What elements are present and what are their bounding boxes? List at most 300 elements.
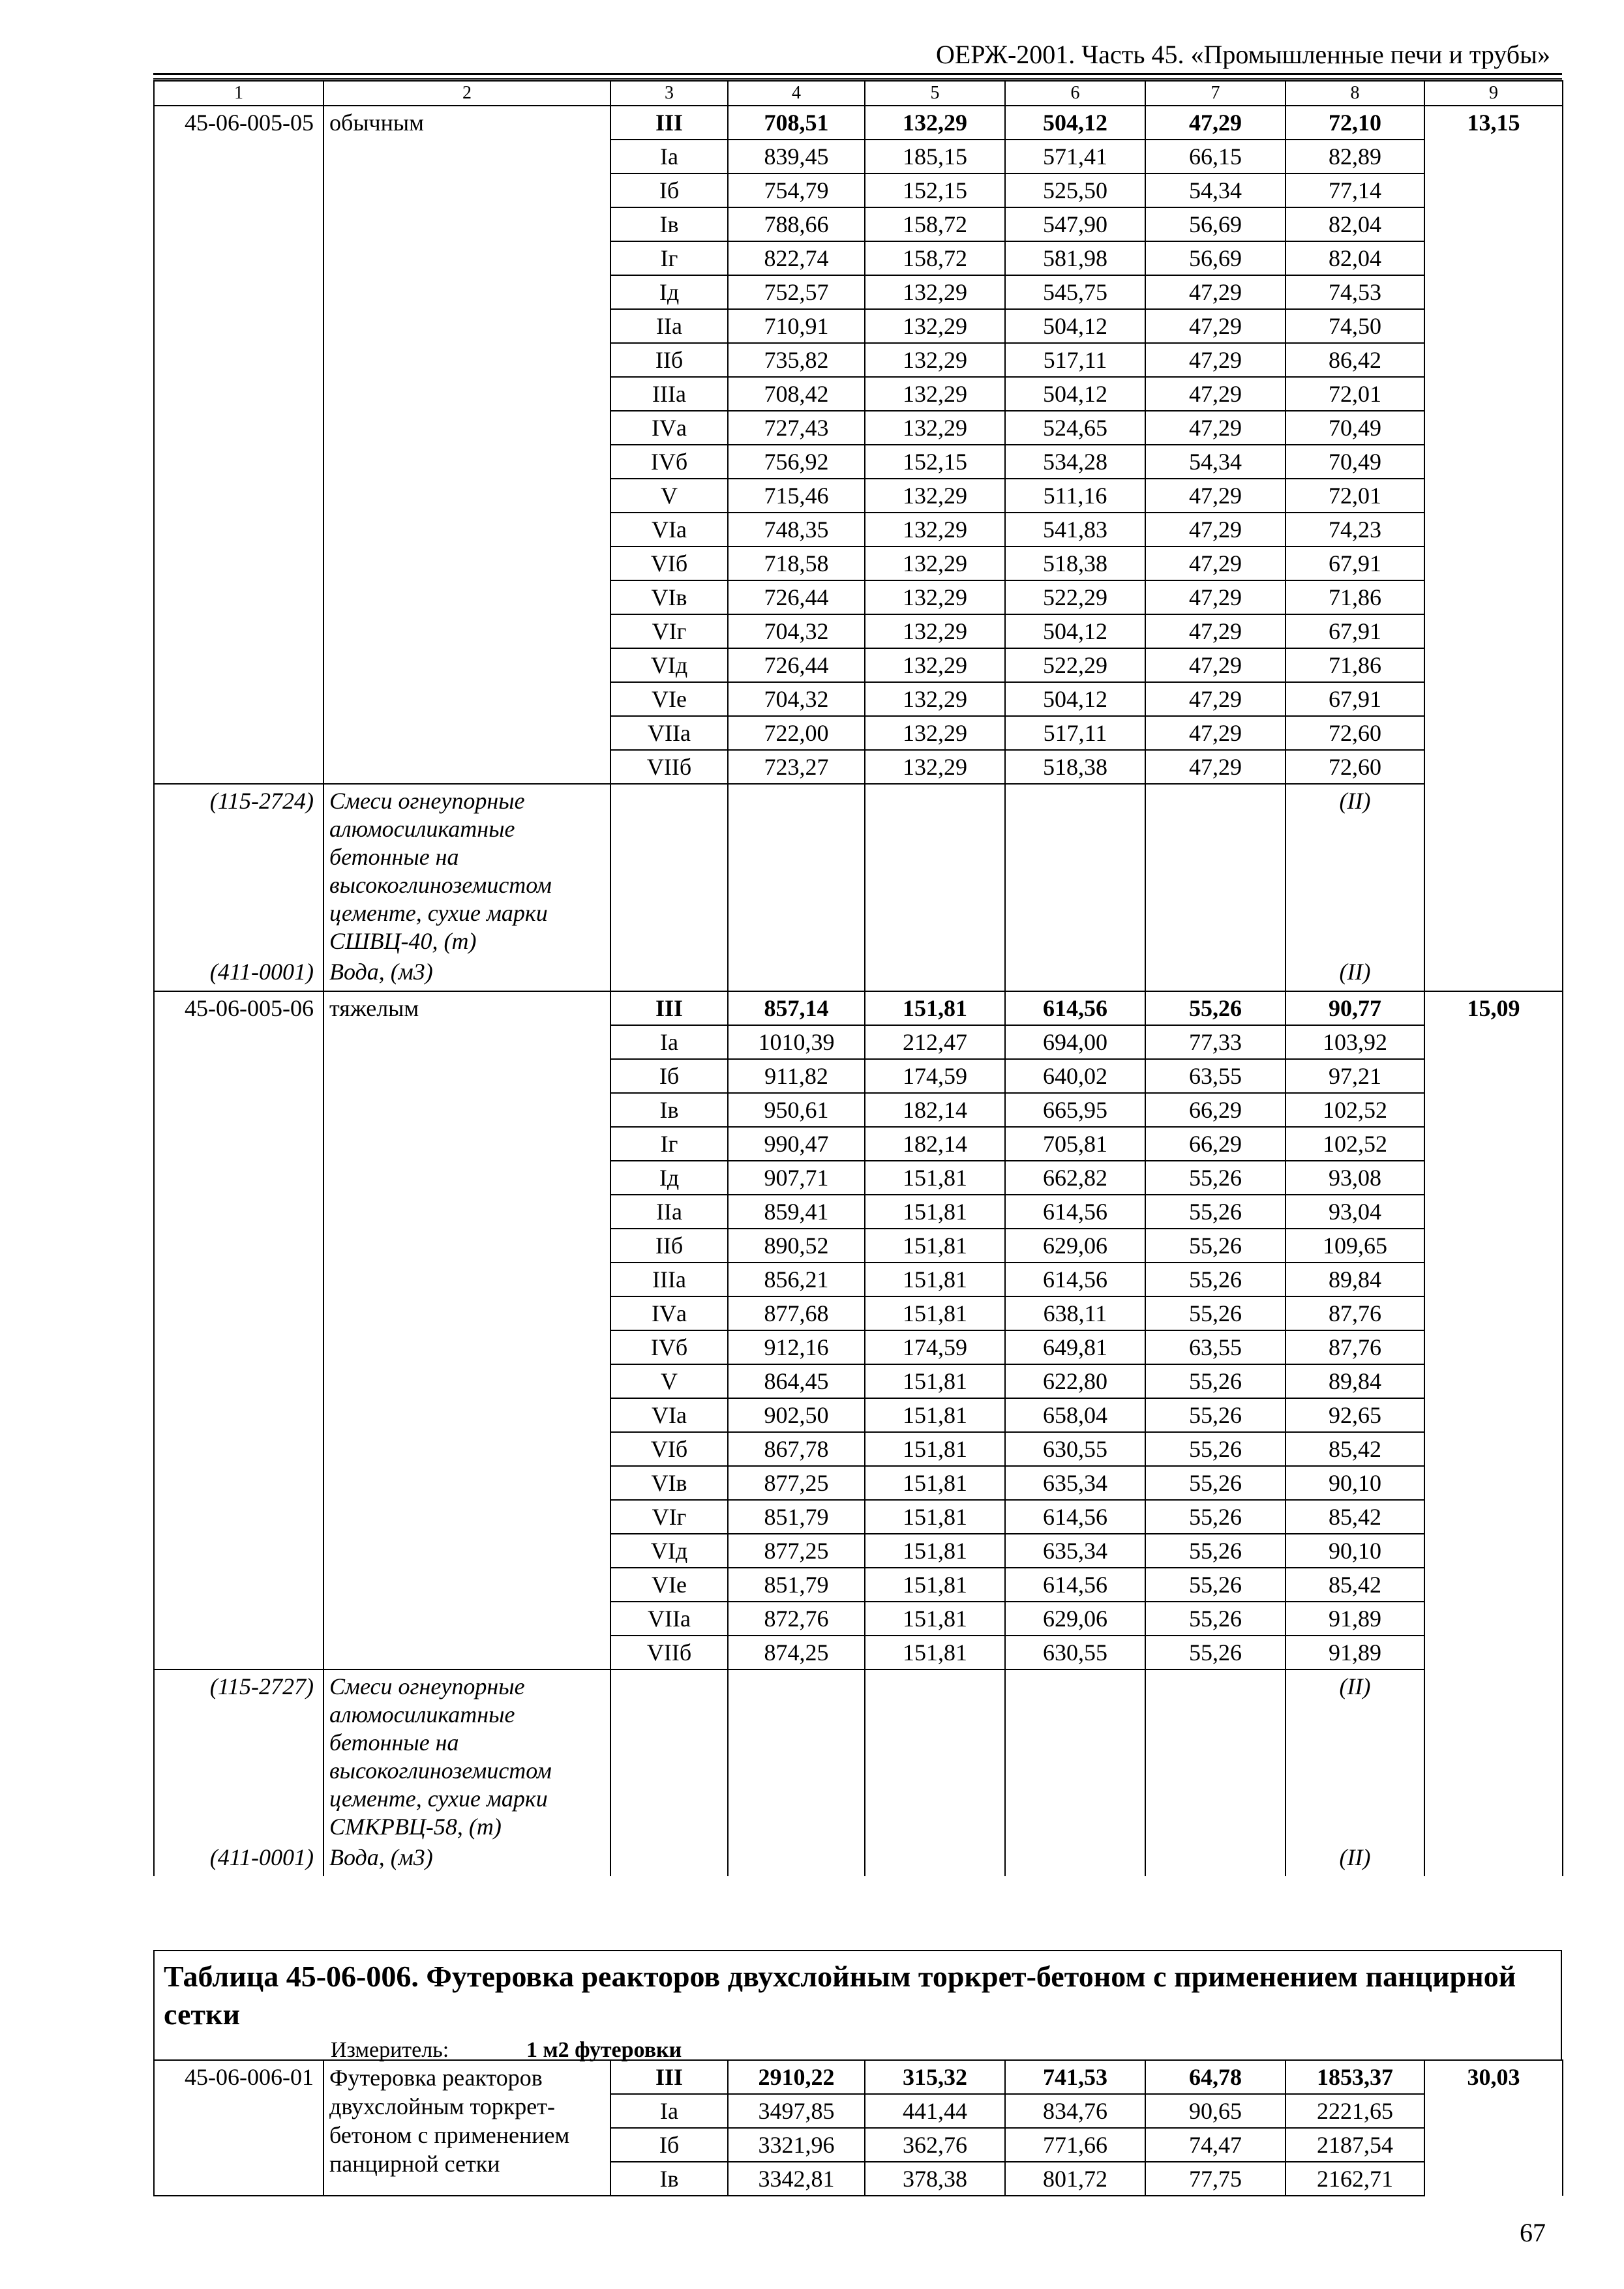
- value-cell: 74,50: [1286, 309, 1424, 343]
- value-cell: 151,81: [865, 1364, 1005, 1398]
- value-cell: 504,12: [1005, 377, 1145, 411]
- table-row: [154, 2060, 1563, 2094]
- value-cell: 722,00: [728, 716, 865, 750]
- value-cell: 174,59: [865, 1059, 1005, 1093]
- value-cell: 71,86: [1286, 648, 1424, 682]
- rate-code: 45-06-005-06: [154, 991, 323, 1669]
- value-cell: 726,44: [728, 648, 865, 682]
- column-number: 5: [865, 81, 1005, 106]
- empty-cell: [610, 784, 728, 955]
- value-cell: 151,81: [865, 1432, 1005, 1466]
- material-row: [154, 955, 1563, 991]
- value-cell: 74,47: [1145, 2128, 1286, 2162]
- value-cell: 877,25: [728, 1466, 865, 1500]
- value-cell: 614,56: [1005, 1568, 1145, 1602]
- zone-cell: Iв: [610, 2162, 728, 2196]
- value-cell: 614,56: [1005, 1263, 1145, 1296]
- value-cell: 55,26: [1145, 1296, 1286, 1330]
- material-row: [154, 1841, 1563, 1876]
- total-value: 13,15: [1424, 106, 1563, 991]
- value-cell: 54,34: [1145, 173, 1286, 207]
- value-cell: 132,29: [865, 275, 1005, 309]
- value-cell: 630,55: [1005, 1432, 1145, 1466]
- empty-cell: [1145, 784, 1286, 955]
- value-cell: 67,91: [1286, 614, 1424, 648]
- value-cell: 77,14: [1286, 173, 1424, 207]
- value-cell: 614,56: [1005, 991, 1145, 1025]
- column-number: 7: [1145, 81, 1286, 106]
- value-cell: 534,28: [1005, 445, 1145, 479]
- value-cell: 771,66: [1005, 2128, 1145, 2162]
- value-cell: 441,44: [865, 2094, 1005, 2128]
- value-cell: 47,29: [1145, 377, 1286, 411]
- value-cell: 547,90: [1005, 207, 1145, 241]
- value-cell: 867,78: [728, 1432, 865, 1466]
- value-cell: 518,38: [1005, 750, 1145, 784]
- material-name: Смеси огнеупорные алюмосиликатные бетонные на высокоглиноземистом цементе, сухие марки СМКРВЦ-58, (т): [323, 1669, 610, 1841]
- value-cell: 72,01: [1286, 377, 1424, 411]
- zone-cell: III: [610, 106, 728, 140]
- value-cell: 132,29: [865, 343, 1005, 377]
- value-cell: 47,29: [1145, 682, 1286, 716]
- value-cell: 55,26: [1145, 1466, 1286, 1500]
- value-cell: 102,52: [1286, 1127, 1424, 1161]
- value-cell: 67,91: [1286, 546, 1424, 580]
- value-cell: 132,29: [865, 546, 1005, 580]
- value-cell: 55,26: [1145, 991, 1286, 1025]
- zone-cell: III: [610, 2060, 728, 2094]
- value-cell: 54,34: [1145, 445, 1286, 479]
- material-name: Вода, (м3): [323, 955, 610, 991]
- value-cell: 90,77: [1286, 991, 1424, 1025]
- empty-cell: [728, 1669, 865, 1841]
- zone-cell: Iд: [610, 275, 728, 309]
- header-rule-thin: [153, 78, 1562, 80]
- value-cell: 545,75: [1005, 275, 1145, 309]
- value-cell: 72,60: [1286, 750, 1424, 784]
- value-cell: 902,50: [728, 1398, 865, 1432]
- zone-cell: Iг: [610, 241, 728, 275]
- value-cell: 55,26: [1145, 1636, 1286, 1669]
- value-cell: 705,81: [1005, 1127, 1145, 1161]
- rates-table: [153, 80, 1563, 1876]
- material-code: (115-2727): [154, 1669, 323, 1841]
- zone-cell: Iг: [610, 1127, 728, 1161]
- value-cell: 524,65: [1005, 411, 1145, 445]
- value-cell: 85,42: [1286, 1432, 1424, 1466]
- value-cell: 362,76: [865, 2128, 1005, 2162]
- value-cell: 638,11: [1005, 1296, 1145, 1330]
- empty-cell: [1005, 955, 1145, 991]
- value-cell: 132,29: [865, 513, 1005, 546]
- value-cell: 525,50: [1005, 173, 1145, 207]
- zone-cell: IIIа: [610, 377, 728, 411]
- column-number: 3: [610, 81, 728, 106]
- running-title: ОЕРЖ-2001. Часть 45. «Промышленные печи и трубы»: [935, 40, 1550, 69]
- value-cell: 856,21: [728, 1263, 865, 1296]
- empty-cell: [610, 955, 728, 991]
- value-cell: 504,12: [1005, 106, 1145, 140]
- value-cell: 182,14: [865, 1093, 1005, 1127]
- value-cell: 47,29: [1145, 716, 1286, 750]
- rate-name: Футеровка реакторов двухслойным торкрет-бетоном с применением панцирной сетки: [323, 2060, 610, 2196]
- value-cell: 665,95: [1005, 1093, 1145, 1127]
- zone-cell: VIд: [610, 1534, 728, 1568]
- value-cell: 522,29: [1005, 580, 1145, 614]
- value-cell: 47,29: [1145, 750, 1286, 784]
- value-cell: 55,26: [1145, 1398, 1286, 1432]
- value-cell: 132,29: [865, 716, 1005, 750]
- rate-name: обычным: [323, 106, 610, 784]
- value-cell: 70,49: [1286, 445, 1424, 479]
- value-cell: 74,23: [1286, 513, 1424, 546]
- value-cell: 66,15: [1145, 140, 1286, 173]
- value-cell: 708,42: [728, 377, 865, 411]
- column-number-row: [154, 81, 1563, 106]
- zone-cell: VIв: [610, 1466, 728, 1500]
- empty-cell: [865, 955, 1005, 991]
- value-cell: 614,56: [1005, 1500, 1145, 1534]
- zone-cell: IIб: [610, 1229, 728, 1263]
- value-cell: 151,81: [865, 1466, 1005, 1500]
- value-cell: 82,04: [1286, 241, 1424, 275]
- value-cell: 56,69: [1145, 207, 1286, 241]
- empty-cell: [1145, 1669, 1286, 1841]
- value-cell: 571,41: [1005, 140, 1145, 173]
- value-cell: 85,42: [1286, 1568, 1424, 1602]
- value-cell: 504,12: [1005, 682, 1145, 716]
- value-cell: 132,29: [865, 614, 1005, 648]
- value-cell: 87,76: [1286, 1330, 1424, 1364]
- zone-cell: Iд: [610, 1161, 728, 1195]
- zone-cell: IIб: [610, 343, 728, 377]
- value-cell: 47,29: [1145, 309, 1286, 343]
- material-code: (115-2724): [154, 784, 323, 955]
- value-cell: 56,69: [1145, 241, 1286, 275]
- total-value: 15,09: [1424, 991, 1563, 1876]
- value-cell: 723,27: [728, 750, 865, 784]
- zone-cell: VIIб: [610, 750, 728, 784]
- value-cell: 86,42: [1286, 343, 1424, 377]
- value-cell: 132,29: [865, 580, 1005, 614]
- value-cell: 315,32: [865, 2060, 1005, 2094]
- value-cell: 950,61: [728, 1093, 865, 1127]
- value-cell: 511,16: [1005, 479, 1145, 513]
- value-cell: 614,56: [1005, 1195, 1145, 1229]
- material-value: (II): [1286, 1669, 1424, 1841]
- value-cell: 635,34: [1005, 1534, 1145, 1568]
- material-name: Вода, (м3): [323, 1841, 610, 1876]
- value-cell: 55,26: [1145, 1568, 1286, 1602]
- value-cell: 517,11: [1005, 343, 1145, 377]
- value-cell: 754,79: [728, 173, 865, 207]
- value-cell: 151,81: [865, 991, 1005, 1025]
- value-cell: 63,55: [1145, 1330, 1286, 1364]
- zone-cell: VIIа: [610, 716, 728, 750]
- table-row: [154, 106, 1563, 140]
- value-cell: 517,11: [1005, 716, 1145, 750]
- value-cell: 3342,81: [728, 2162, 865, 2196]
- column-number: 4: [728, 81, 865, 106]
- value-cell: 522,29: [1005, 648, 1145, 682]
- value-cell: 649,81: [1005, 1330, 1145, 1364]
- value-cell: 47,29: [1145, 513, 1286, 546]
- zone-cell: VIд: [610, 648, 728, 682]
- value-cell: 55,26: [1145, 1229, 1286, 1263]
- value-cell: 132,29: [865, 377, 1005, 411]
- column-number: 1: [154, 81, 323, 106]
- empty-cell: [610, 1669, 728, 1841]
- value-cell: 834,76: [1005, 2094, 1145, 2128]
- empty-cell: [1005, 784, 1145, 955]
- value-cell: 103,92: [1286, 1025, 1424, 1059]
- measure-label: Измеритель:: [331, 2038, 449, 2062]
- material-code: (411-0001): [154, 1841, 323, 1876]
- value-cell: 151,81: [865, 1263, 1005, 1296]
- value-cell: 890,52: [728, 1229, 865, 1263]
- value-cell: 151,81: [865, 1568, 1005, 1602]
- zone-cell: Iв: [610, 207, 728, 241]
- value-cell: 629,06: [1005, 1229, 1145, 1263]
- zone-cell: IVб: [610, 445, 728, 479]
- material-row: [154, 1669, 1563, 1841]
- table-title-block: [153, 1950, 1562, 2061]
- value-cell: 504,12: [1005, 309, 1145, 343]
- empty-cell: [1005, 1669, 1145, 1841]
- material-name: Смеси огнеупорные алюмосиликатные бетонные на высокоглиноземистом цементе, сухие марки СШВЦ-40, (т): [323, 784, 610, 955]
- column-number: 9: [1424, 81, 1563, 106]
- value-cell: 1010,39: [728, 1025, 865, 1059]
- value-cell: 752,57: [728, 275, 865, 309]
- value-cell: 735,82: [728, 343, 865, 377]
- value-cell: 55,26: [1145, 1364, 1286, 1398]
- value-cell: 708,51: [728, 106, 865, 140]
- value-cell: 756,92: [728, 445, 865, 479]
- page-number: 67: [1520, 2218, 1546, 2247]
- zone-cell: Iб: [610, 173, 728, 207]
- zone-cell: IIа: [610, 309, 728, 343]
- value-cell: 874,25: [728, 1636, 865, 1669]
- value-cell: 174,59: [865, 1330, 1005, 1364]
- zone-cell: VIг: [610, 1500, 728, 1534]
- value-cell: 151,81: [865, 1636, 1005, 1669]
- value-cell: 47,29: [1145, 343, 1286, 377]
- value-cell: 788,66: [728, 207, 865, 241]
- value-cell: 47,29: [1145, 411, 1286, 445]
- value-cell: 72,10: [1286, 106, 1424, 140]
- value-cell: 726,44: [728, 580, 865, 614]
- value-cell: 151,81: [865, 1229, 1005, 1263]
- rate-code: 45-06-005-05: [154, 106, 323, 784]
- value-cell: 72,60: [1286, 716, 1424, 750]
- value-cell: 55,26: [1145, 1602, 1286, 1636]
- value-cell: 518,38: [1005, 546, 1145, 580]
- empty-cell: [1145, 955, 1286, 991]
- value-cell: 85,42: [1286, 1500, 1424, 1534]
- value-cell: 151,81: [865, 1534, 1005, 1568]
- zone-cell: Iв: [610, 1093, 728, 1127]
- value-cell: 151,81: [865, 1602, 1005, 1636]
- empty-cell: [865, 1669, 1005, 1841]
- value-cell: 132,29: [865, 106, 1005, 140]
- value-cell: 55,26: [1145, 1432, 1286, 1466]
- value-cell: 63,55: [1145, 1059, 1286, 1093]
- value-cell: 158,72: [865, 207, 1005, 241]
- zone-cell: IVа: [610, 1296, 728, 1330]
- value-cell: 694,00: [1005, 1025, 1145, 1059]
- value-cell: 718,58: [728, 546, 865, 580]
- zone-cell: VIв: [610, 580, 728, 614]
- value-cell: 55,26: [1145, 1500, 1286, 1534]
- material-value: (II): [1286, 955, 1424, 991]
- empty-cell: [728, 784, 865, 955]
- value-cell: 2910,22: [728, 2060, 865, 2094]
- empty-cell: [610, 1841, 728, 1876]
- value-cell: 741,53: [1005, 2060, 1145, 2094]
- value-cell: 74,53: [1286, 275, 1424, 309]
- zone-cell: Iб: [610, 2128, 728, 2162]
- value-cell: 662,82: [1005, 1161, 1145, 1195]
- value-cell: 504,12: [1005, 614, 1145, 648]
- value-cell: 47,29: [1145, 580, 1286, 614]
- value-cell: 90,65: [1145, 2094, 1286, 2128]
- value-cell: 89,84: [1286, 1364, 1424, 1398]
- material-value: (II): [1286, 784, 1424, 955]
- zone-cell: VIе: [610, 1568, 728, 1602]
- zone-cell: VIе: [610, 682, 728, 716]
- rates-table-006: [153, 2059, 1563, 2196]
- value-cell: 822,74: [728, 241, 865, 275]
- value-cell: 715,46: [728, 479, 865, 513]
- value-cell: 132,29: [865, 309, 1005, 343]
- value-cell: 47,29: [1145, 614, 1286, 648]
- value-cell: 1853,37: [1286, 2060, 1424, 2094]
- value-cell: 801,72: [1005, 2162, 1145, 2196]
- zone-cell: III: [610, 991, 728, 1025]
- value-cell: 3497,85: [728, 2094, 865, 2128]
- zone-cell: VIIб: [610, 1636, 728, 1669]
- value-cell: 151,81: [865, 1398, 1005, 1432]
- value-cell: 212,47: [865, 1025, 1005, 1059]
- value-cell: 2221,65: [1286, 2094, 1424, 2128]
- value-cell: 151,81: [865, 1195, 1005, 1229]
- zone-cell: VIб: [610, 1432, 728, 1466]
- value-cell: 864,45: [728, 1364, 865, 1398]
- value-cell: 87,76: [1286, 1296, 1424, 1330]
- value-cell: 102,52: [1286, 1093, 1424, 1127]
- value-cell: 851,79: [728, 1568, 865, 1602]
- empty-cell: [728, 1841, 865, 1876]
- value-cell: 710,91: [728, 309, 865, 343]
- value-cell: 2162,71: [1286, 2162, 1424, 2196]
- value-cell: 911,82: [728, 1059, 865, 1093]
- total-value: 30,03: [1424, 2060, 1563, 2196]
- value-cell: 727,43: [728, 411, 865, 445]
- zone-cell: V: [610, 1364, 728, 1398]
- value-cell: 748,35: [728, 513, 865, 546]
- value-cell: 82,04: [1286, 207, 1424, 241]
- zone-cell: V: [610, 479, 728, 513]
- zone-cell: VIб: [610, 546, 728, 580]
- value-cell: 47,29: [1145, 648, 1286, 682]
- value-cell: 3321,96: [728, 2128, 865, 2162]
- value-cell: 152,15: [865, 445, 1005, 479]
- zone-cell: Iа: [610, 2094, 728, 2128]
- value-cell: 859,41: [728, 1195, 865, 1229]
- value-cell: 72,01: [1286, 479, 1424, 513]
- zone-cell: VIг: [610, 614, 728, 648]
- value-cell: 66,29: [1145, 1093, 1286, 1127]
- measure-value: 1 м2 футеровки: [526, 2038, 682, 2062]
- value-cell: 47,29: [1145, 106, 1286, 140]
- value-cell: 151,81: [865, 1296, 1005, 1330]
- empty-cell: [728, 955, 865, 991]
- empty-cell: [865, 1841, 1005, 1876]
- table-title: Таблица 45-06-006. Футеровка реакторов двухслойным торкрет-бетоном с применением панцирной сетки: [164, 1960, 1516, 2031]
- rate-code: 45-06-006-01: [154, 2060, 323, 2196]
- column-number: 2: [323, 81, 610, 106]
- value-cell: 581,98: [1005, 241, 1145, 275]
- value-cell: 541,83: [1005, 513, 1145, 546]
- value-cell: 55,26: [1145, 1263, 1286, 1296]
- value-cell: 55,26: [1145, 1534, 1286, 1568]
- value-cell: 132,29: [865, 479, 1005, 513]
- value-cell: 640,02: [1005, 1059, 1145, 1093]
- value-cell: 55,26: [1145, 1161, 1286, 1195]
- table-row: [154, 991, 1563, 1025]
- value-cell: 152,15: [865, 173, 1005, 207]
- value-cell: 71,86: [1286, 580, 1424, 614]
- value-cell: 185,15: [865, 140, 1005, 173]
- zone-cell: VIа: [610, 1398, 728, 1432]
- value-cell: 66,29: [1145, 1127, 1286, 1161]
- value-cell: 877,25: [728, 1534, 865, 1568]
- zone-cell: VIа: [610, 513, 728, 546]
- value-cell: 92,65: [1286, 1398, 1424, 1432]
- zone-cell: VIIа: [610, 1602, 728, 1636]
- value-cell: 151,81: [865, 1500, 1005, 1534]
- zone-cell: IVб: [610, 1330, 728, 1364]
- zone-cell: IVа: [610, 411, 728, 445]
- value-cell: 704,32: [728, 682, 865, 716]
- value-cell: 109,65: [1286, 1229, 1424, 1263]
- value-cell: 629,06: [1005, 1602, 1145, 1636]
- value-cell: 839,45: [728, 140, 865, 173]
- value-cell: 47,29: [1145, 546, 1286, 580]
- value-cell: 47,29: [1145, 275, 1286, 309]
- value-cell: 990,47: [728, 1127, 865, 1161]
- value-cell: 151,81: [865, 1161, 1005, 1195]
- zone-cell: Iб: [610, 1059, 728, 1093]
- value-cell: 132,29: [865, 750, 1005, 784]
- value-cell: 93,04: [1286, 1195, 1424, 1229]
- value-cell: 97,21: [1286, 1059, 1424, 1093]
- value-cell: 907,71: [728, 1161, 865, 1195]
- value-cell: 912,16: [728, 1330, 865, 1364]
- value-cell: 872,76: [728, 1602, 865, 1636]
- value-cell: 630,55: [1005, 1636, 1145, 1669]
- empty-cell: [1145, 1841, 1286, 1876]
- rate-name: тяжелым: [323, 991, 610, 1669]
- value-cell: 658,04: [1005, 1398, 1145, 1432]
- value-cell: 91,89: [1286, 1636, 1424, 1669]
- value-cell: 132,29: [865, 682, 1005, 716]
- value-cell: 47,29: [1145, 479, 1286, 513]
- value-cell: 635,34: [1005, 1466, 1145, 1500]
- value-cell: 93,08: [1286, 1161, 1424, 1195]
- header-rule: [153, 73, 1562, 75]
- value-cell: 55,26: [1145, 1195, 1286, 1229]
